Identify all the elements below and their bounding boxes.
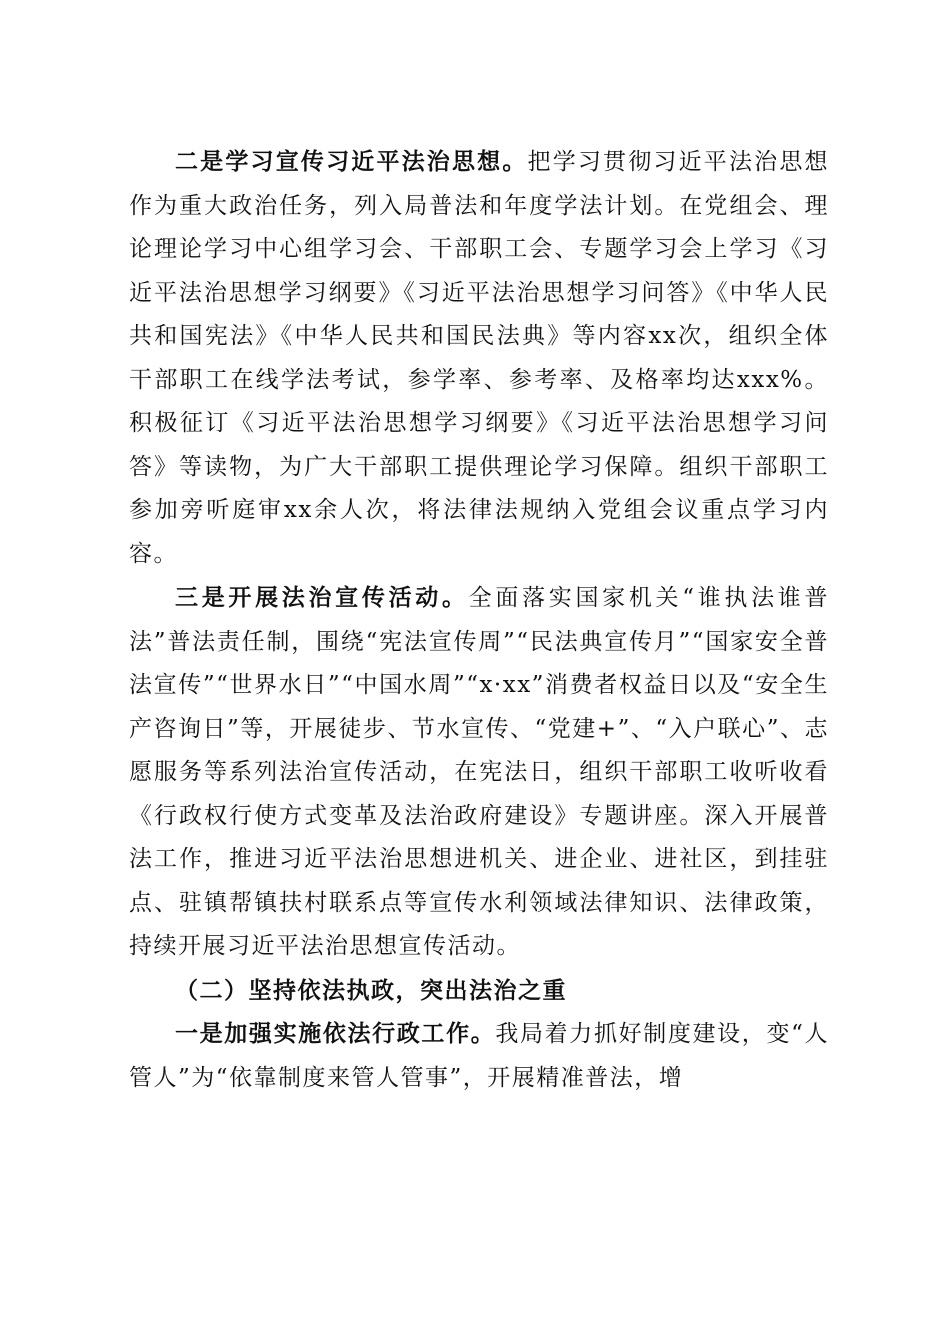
- paragraph-legal-publicity-activities: [129, 576, 829, 969]
- paragraph-text: 我局着力抓好制度建设，变“人管人”为“依靠制度来管人管事”，开展精准普法，增: [129, 1021, 830, 1091]
- paragraph-lead: 二是学习宣传习近平法治思想。: [175, 148, 528, 175]
- document-body: [129, 140, 829, 1100]
- paragraph-text: 全面落实国家机关“谁执法谁普法”普法责任制，围绕“宪法宣传周”“民法典宣传月”“国家安全普法宣传”“世界水日”“中国水周”“x·xx”消费者权益日以及“安全生产咨询日”等，开展徒步、节水宣传、“党建+”、“入户联心”、志愿服务等系列法治宣传活动，在宪法日，组织干部职工收听收看《行政权行使方式变革及法治政府建设》专题讲座。深入开展普法工作，推进习近平法治思想进机关、进企业、进社区，到挂驻点、驻镇帮镇扶村联系点等宣传水利领域法律知识、法律政策，持续开展习近平法治思想宣传活动。: [129, 585, 829, 959]
- paragraph-administration-by-law: [129, 1012, 829, 1100]
- section-heading: （二）坚持依法执政，突出法治之重: [175, 976, 567, 1004]
- paragraph-lead: 三是开展法治宣传活动。: [175, 584, 469, 611]
- paragraph-study-publicity: [129, 140, 829, 576]
- paragraph-lead: 一是加强实施依法行政工作。: [175, 1020, 496, 1047]
- paragraph-text: 把学习贯彻习近平法治思想作为重大政治任务，列入局普法和年度学法计划。在党组会、理论理论学习中心组学习会、干部职工会、专题学习会上学习《习近平法治思想学习纲要》《习近平法治思想学习问答》《中华人民共和国宪法》《中华人民共和国民法典》等内容xx次，组织全体干部职工在线学法考试，参学率、参考率、及格率均达xxx%。积极征订《习近平法治思想学习纲要》《习近平法治思想学习问答》等读物，为广大干部职工提供理论学习保障。组织干部职工参加旁听庭审xx余人次，将法律法规纳入党组会议重点学习内容。: [129, 149, 830, 567]
